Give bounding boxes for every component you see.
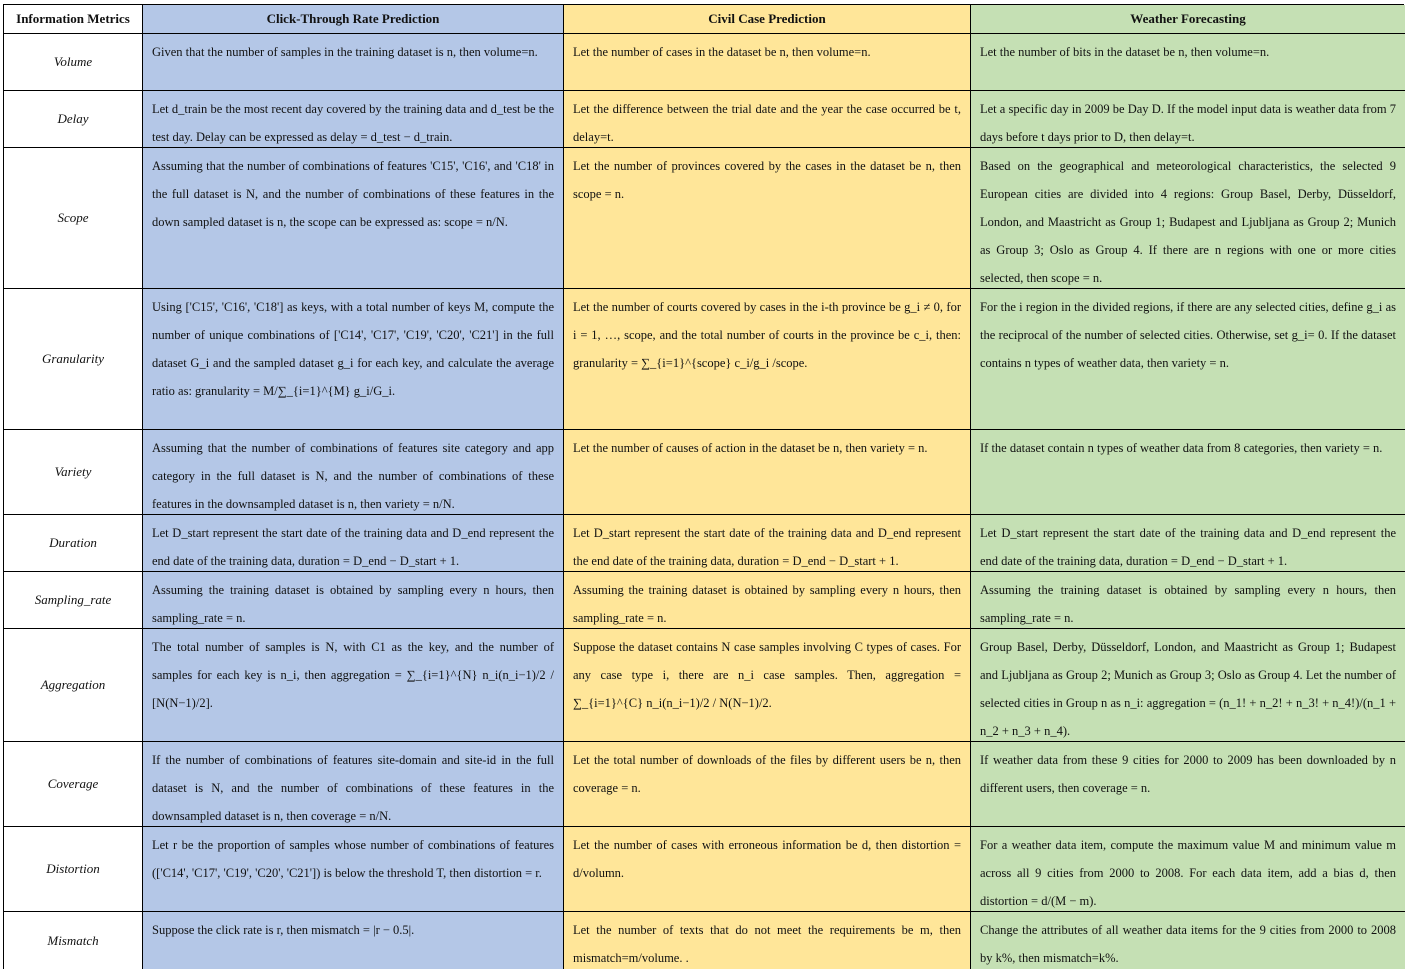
weather-volume: Let the number of bits in the dataset be n, then volume=n. (971, 34, 1405, 91)
metric-coverage: Coverage (4, 742, 143, 827)
header-civil-case-prediction: Civil Case Prediction (564, 5, 971, 34)
civil-duration: Let D_start represent the start date of the training data and D_end represent the end date of the training data, duration = D_end − D_start + 1. (564, 515, 971, 572)
civil-distortion: Let the number of cases with erroneous information be d, then distortion = d/volumn. (564, 827, 971, 912)
civil-delay: Let the difference between the trial date and the year the case occurred be t, delay=t. (564, 91, 971, 148)
metric-variety: Variety (4, 430, 143, 515)
civil-mismatch: Let the number of texts that do not meet the requirements be m, then mismatch=m/volume. . (564, 912, 971, 969)
ctr-scope: Assuming that the number of combinations of features 'C15', 'C16', and 'C18' in the full dataset is N, and the number of combinations of these features in the down sampled dataset is n, the scope can be expressed as: scope = n/N. (143, 148, 564, 289)
weather-sampling-rate: Assuming the training dataset is obtained by sampling every n hours, then sampling_rate = n. (971, 572, 1405, 629)
header-ctr-prediction: Click-Through Rate Prediction (143, 5, 564, 34)
weather-delay: Let a specific day in 2009 be Day D. If the model input data is weather data from 7 days before t days prior to D, then delay=t. (971, 91, 1405, 148)
metric-scope: Scope (4, 148, 143, 289)
ctr-granularity: Using ['C15', 'C16', 'C18'] as keys, with a total number of keys M, compute the number of unique combinations of ['C14', 'C17', 'C19', 'C20', 'C21'] in the full dataset G_i and the sampled dataset g_i for each key, and calculate the average ratio as: granularity = M/∑_{i=1}^{M} g_i/G_i. (143, 289, 564, 430)
civil-volume: Let the number of cases in the dataset be n, then volume=n. (564, 34, 971, 91)
weather-aggregation: Group Basel, Derby, Düsseldorf, London, and Maastricht as Group 1; Budapest and Ljubljana as Group 2; Munich as Group 3; Oslo as Group 4. Let the number of selected cities in Group n as n_i: aggregation = (n_1! + n_2! + n_3! + n_4!)/(n_1 + n_2 + n_3 + n_4). (971, 629, 1405, 742)
metric-duration: Duration (4, 515, 143, 572)
ctr-mismatch: Suppose the click rate is r, then mismatch = |r − 0.5|. (143, 912, 564, 969)
metric-aggregation: Aggregation (4, 629, 143, 742)
metric-mismatch: Mismatch (4, 912, 143, 969)
metric-delay: Delay (4, 91, 143, 148)
ctr-variety: Assuming that the number of combinations of features site category and app category in the full dataset is N, and the number of combinations of these features in the downsampled dataset is n, then variety = n/N. (143, 430, 564, 515)
metric-sampling-rate: Sampling_rate (4, 572, 143, 629)
weather-granularity: For the i region in the divided regions, if there are any selected cities, define g_i as the reciprocal of the number of selected cities. Otherwise, set g_i= 0. If the dataset contains n types of weather data, then variety = n. (971, 289, 1405, 430)
civil-coverage: Let the total number of downloads of the files by different users be n, then coverage = n. (564, 742, 971, 827)
metric-volume: Volume (4, 34, 143, 91)
ctr-coverage: If the number of combinations of features site-domain and site-id in the full dataset is N, and the number of combinations of these features in the downsampled dataset is n, then coverage = n/N. (143, 742, 564, 827)
civil-variety: Let the number of causes of action in the dataset be n, then variety = n. (564, 430, 971, 515)
weather-distortion: For a weather data item, compute the maximum value M and minimum value m across all 9 cities from 2000 to 2008. For each data item, add a bias d, then distortion = d/(M − m). (971, 827, 1405, 912)
civil-scope: Let the number of provinces covered by the cases in the dataset be n, then scope = n. (564, 148, 971, 289)
civil-granularity: Let the number of courts covered by cases in the i-th province be g_i ≠ 0, for i = 1, …, scope, and the total number of courts in the province be c_i, then: granularity = ∑_{i=1}^{scope} c_i/g_i /scope. (564, 289, 971, 430)
metric-distortion: Distortion (4, 827, 143, 912)
ctr-volume: Given that the number of samples in the training dataset is n, then volume=n. (143, 34, 564, 91)
weather-coverage: If weather data from these 9 cities for 2000 to 2009 has been downloaded by n different users, then coverage = n. (971, 742, 1405, 827)
ctr-duration: Let D_start represent the start date of the training data and D_end represent the end date of the training data, duration = D_end − D_start + 1. (143, 515, 564, 572)
header-weather-forecasting: Weather Forecasting (971, 5, 1405, 34)
weather-variety: If the dataset contain n types of weather data from 8 categories, then variety = n. (971, 430, 1405, 515)
weather-scope: Based on the geographical and meteorological characteristics, the selected 9 European cities are divided into 4 regions: Group Basel, Derby, Düsseldorf, London, and Maastricht as Group 1; Budapest and Ljubljana as Group 2; Munich as Group 3; Oslo as Group 4. If there are n regions with one or more cities selected, then scope = n. (971, 148, 1405, 289)
ctr-delay: Let d_train be the most recent day covered by the training data and d_test be the test day. Delay can be expressed as delay = d_test − d_train. (143, 91, 564, 148)
ctr-sampling-rate: Assuming the training dataset is obtained by sampling every n hours, then sampling_rate = n. (143, 572, 564, 629)
header-information-metrics: Information Metrics (4, 5, 143, 34)
civil-aggregation: Suppose the dataset contains N case samples involving C types of cases. For any case type i, there are n_i case samples. Then, aggregation = ∑_{i=1}^{C} n_i(n_i−1)/2 / N(N−1)/2. (564, 629, 971, 742)
weather-mismatch: Change the attributes of all weather data items for the 9 cities from 2000 to 2008 by k%, then mismatch=k%. (971, 912, 1405, 969)
ctr-aggregation: The total number of samples is N, with C1 as the key, and the number of samples for each key is n_i, then aggregation = ∑_{i=1}^{N} n_i(n_i−1)/2 / [N(N−1)/2]. (143, 629, 564, 742)
weather-duration: Let D_start represent the start date of the training data and D_end represent the end date of the training data, duration = D_end − D_start + 1. (971, 515, 1405, 572)
metrics-table (3, 4, 1404, 969)
metric-granularity: Granularity (4, 289, 143, 430)
civil-sampling-rate: Assuming the training dataset is obtained by sampling every n hours, then sampling_rate = n. (564, 572, 971, 629)
ctr-distortion: Let r be the proportion of samples whose number of combinations of features (['C14', 'C17', 'C19', 'C20', 'C21']) is below the threshold T, then distortion = r. (143, 827, 564, 912)
